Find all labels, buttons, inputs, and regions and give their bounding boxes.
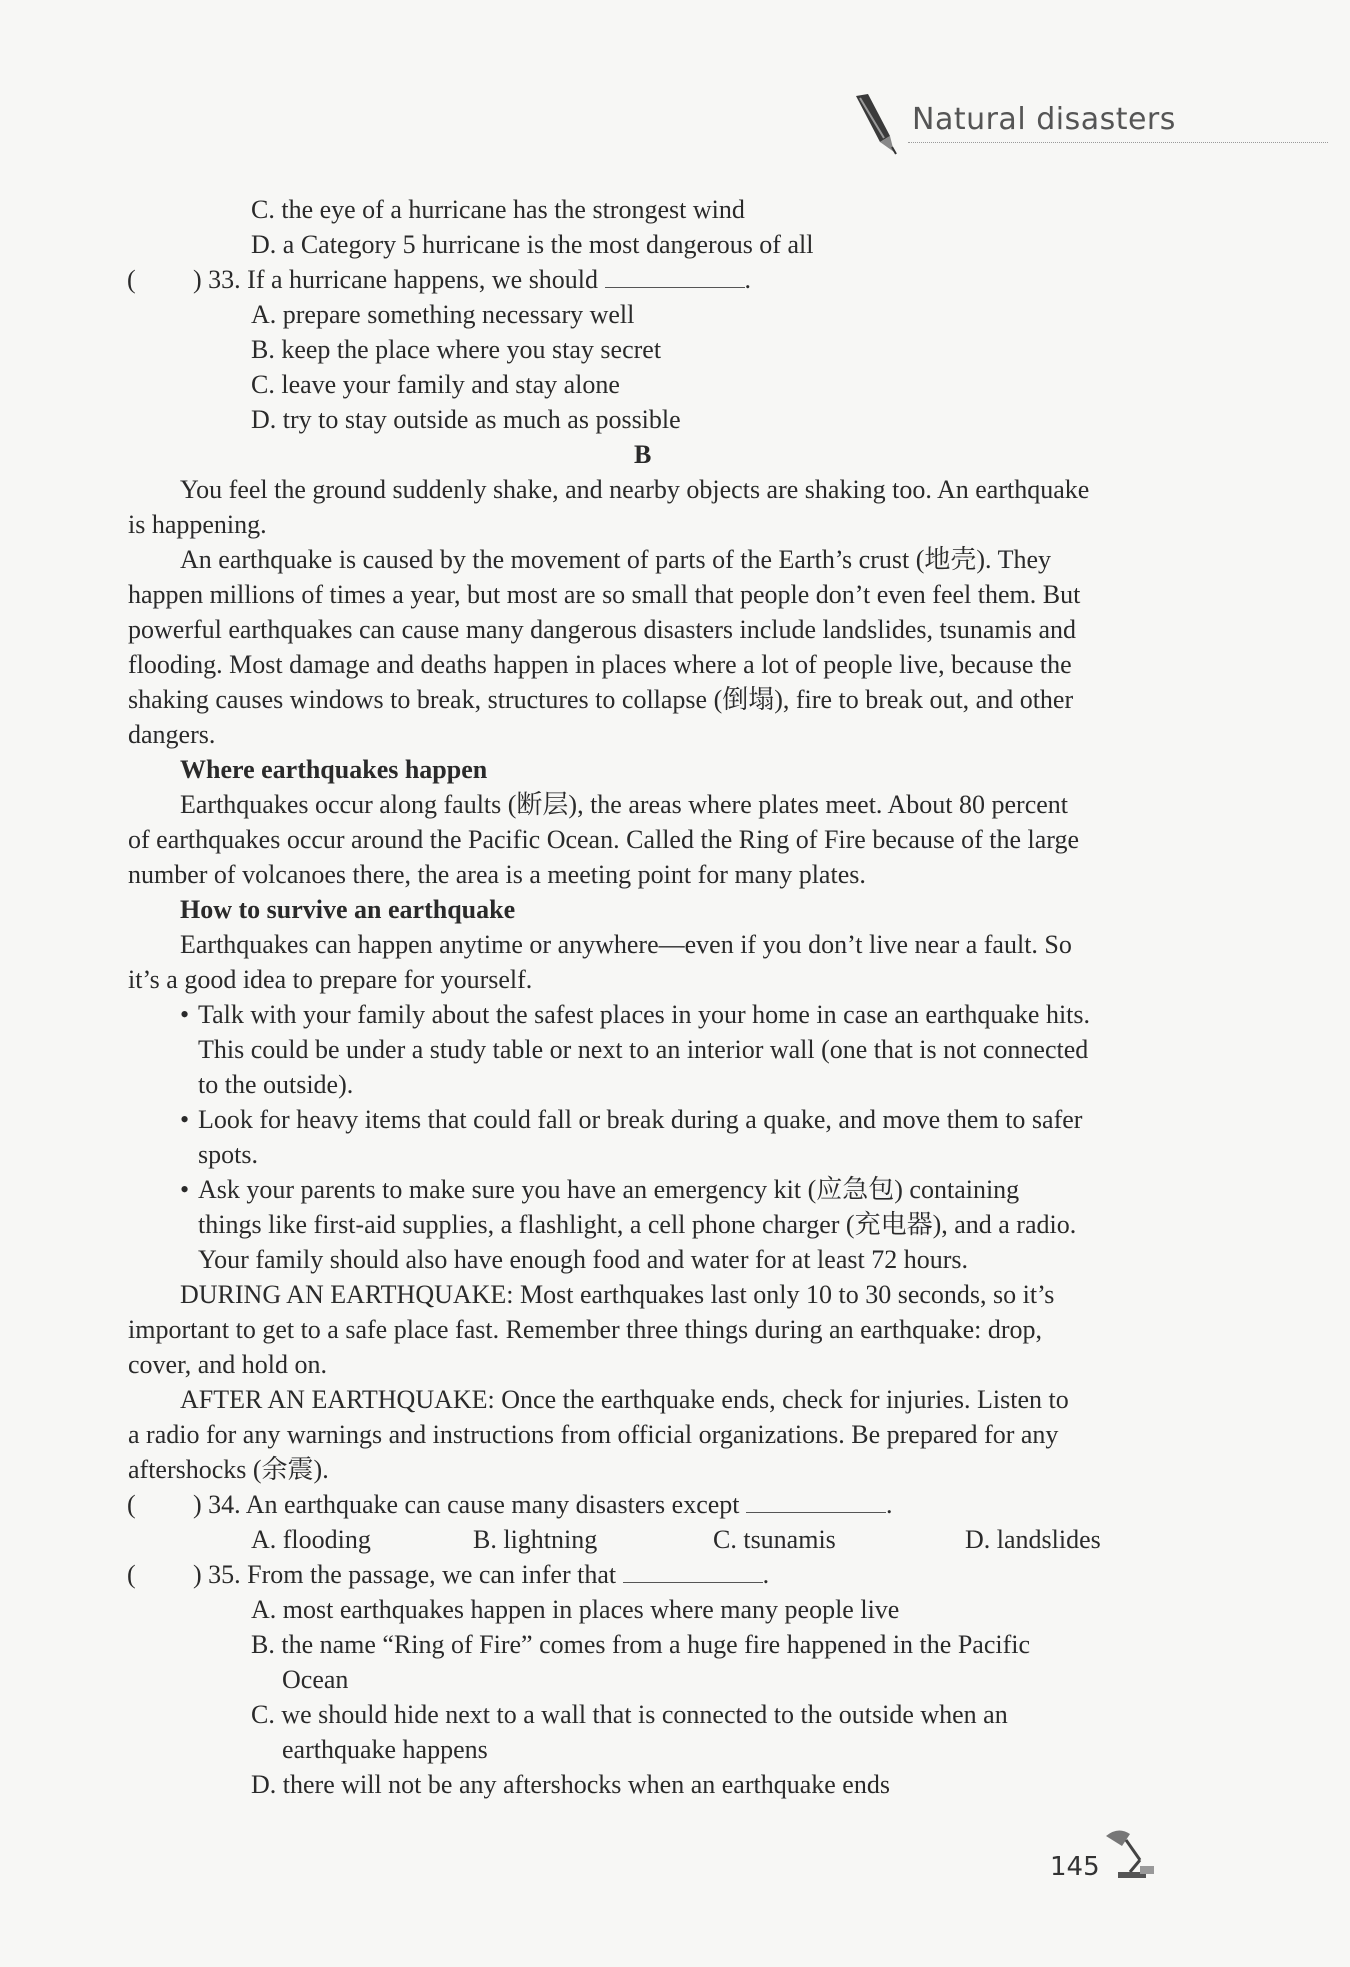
bullet-mark: •	[180, 1000, 190, 1029]
answer-paren-open: (	[127, 265, 136, 294]
passage-line: is happening.	[128, 510, 267, 539]
bullet-line: to the outside).	[198, 1070, 354, 1099]
passage-line: it’s a good idea to prepare for yourself.	[128, 965, 533, 994]
answer-paren-open: (	[127, 1560, 136, 1589]
passage-line: number of volcanoes there, the area is a meeting point for many plates.	[128, 860, 866, 889]
bullet-line: Talk with your family about the safest places in your home in case an earthquake hits.	[198, 1000, 1091, 1029]
answer-blank	[623, 1558, 763, 1583]
passage-line: DURING AN EARTHQUAKE: Most earthquakes last only 10 to 30 seconds, so it’s	[180, 1280, 1055, 1309]
passage-line: powerful earthquakes can cause many dangerous disasters include landslides, tsunamis and	[128, 615, 1076, 644]
stem-period: .	[886, 1490, 893, 1519]
passage-line: cover, and hold on.	[128, 1350, 327, 1379]
q35-option-b-cont: Ocean	[282, 1665, 349, 1694]
question-35-stem	[193, 1558, 769, 1592]
passage-line: You feel the ground suddenly shake, and nearby objects are shaking too. An earthquake	[180, 475, 1090, 504]
question-33-stem	[193, 263, 751, 297]
answer-blank	[605, 263, 745, 288]
passage-line: important to get to a safe place fast. Remember three things during an earthquake: drop,	[128, 1315, 1043, 1344]
bullet-line: Look for heavy items that could fall or break during a quake, and move them to safer	[198, 1105, 1083, 1134]
passage-line: a radio for any warnings and instructions from official organizations. Be prepared for any	[128, 1420, 1059, 1449]
bullet-line: things like first-aid supplies, a flashlight, a cell phone charger (充电器), and a radio.	[198, 1210, 1077, 1239]
q34-option-a: A. flooding	[251, 1525, 371, 1554]
header-divider	[908, 142, 1328, 143]
bullet-mark: •	[180, 1175, 190, 1204]
stem-period: .	[744, 265, 752, 294]
q35-option-d: D. there will not be any aftershocks when an earthquake ends	[251, 1770, 890, 1799]
pen-icon	[850, 92, 900, 156]
bullet-line: Ask your parents to make sure you have an emergency kit (应急包) containing	[198, 1175, 1020, 1204]
page-number: 145	[1050, 1852, 1100, 1882]
passage-line: happen millions of times a year, but most are so small that people don’t even feel them. But	[128, 580, 1081, 609]
question-34-stem	[193, 1488, 893, 1522]
bullet-line: This could be under a study table or next to an interior wall (one that is not connected	[198, 1035, 1089, 1064]
desk-lamp-icon	[1100, 1826, 1160, 1882]
q32-option-c: C. the eye of a hurricane has the strongest wind	[251, 195, 745, 224]
q34-option-d: D. landslides	[965, 1525, 1101, 1554]
passage-line: An earthquake is caused by the movement of parts of the Earth’s crust (地壳). They	[180, 545, 1051, 574]
section-label: B	[634, 440, 652, 469]
q32-option-d: D. a Category 5 hurricane is the most dangerous of all	[251, 230, 814, 259]
section-heading: How to survive an earthquake	[180, 895, 516, 924]
q33-option-c: C. leave your family and stay alone	[251, 370, 620, 399]
q35-option-a: A. most earthquakes happen in places where many people live	[251, 1595, 900, 1624]
stem-period: .	[762, 1560, 770, 1589]
q34-option-b: B. lightning	[473, 1525, 598, 1554]
passage-line: shaking causes windows to break, structures to collapse (倒塌), fire to break out, and other	[128, 685, 1074, 714]
passage-line: dangers.	[128, 720, 216, 749]
passage-line: AFTER AN EARTHQUAKE: Once the earthquake ends, check for injuries. Listen to	[180, 1385, 1069, 1414]
question-35-text: ) 35. From the passage, we can infer that	[193, 1560, 617, 1589]
q35-option-c: C. we should hide next to a wall that is connected to the outside when an	[251, 1700, 1008, 1729]
passage-line: aftershocks (余震).	[128, 1455, 329, 1484]
section-heading: Where earthquakes happen	[180, 755, 488, 784]
answer-blank	[746, 1488, 886, 1513]
answer-paren-open: (	[127, 1490, 136, 1519]
q35-option-b: B. the name “Ring of Fire” comes from a huge fire happened in the Pacific	[251, 1630, 1031, 1659]
chapter-title: Natural disasters	[912, 102, 1176, 137]
bullet-line: spots.	[198, 1140, 258, 1169]
passage-line: Earthquakes can happen anytime or anywhere—even if you don’t live near a fault. So	[180, 930, 1072, 959]
passage-line: flooding. Most damage and deaths happen in places where a lot of people live, because the	[128, 650, 1072, 679]
q35-option-c-cont: earthquake happens	[282, 1735, 488, 1764]
q34-option-c: C. tsunamis	[713, 1525, 836, 1554]
q33-option-a: A. prepare something necessary well	[251, 300, 635, 329]
passage-line: Earthquakes occur along faults (断层), the areas where plates meet. About 80 percent	[180, 790, 1068, 819]
question-33-text: ) 33. If a hurricane happens, we should	[193, 265, 599, 294]
passage-line: of earthquakes occur around the Pacific Ocean. Called the Ring of Fire because of the large	[128, 825, 1080, 854]
bullet-line: Your family should also have enough food and water for at least 72 hours.	[198, 1245, 968, 1274]
q33-option-d: D. try to stay outside as much as possible	[251, 405, 681, 434]
bullet-mark: •	[180, 1105, 190, 1134]
q33-option-b: B. keep the place where you stay secret	[251, 335, 662, 364]
page-header	[850, 92, 1330, 152]
question-34-text: ) 34. An earthquake can cause many disasters except	[193, 1490, 740, 1519]
